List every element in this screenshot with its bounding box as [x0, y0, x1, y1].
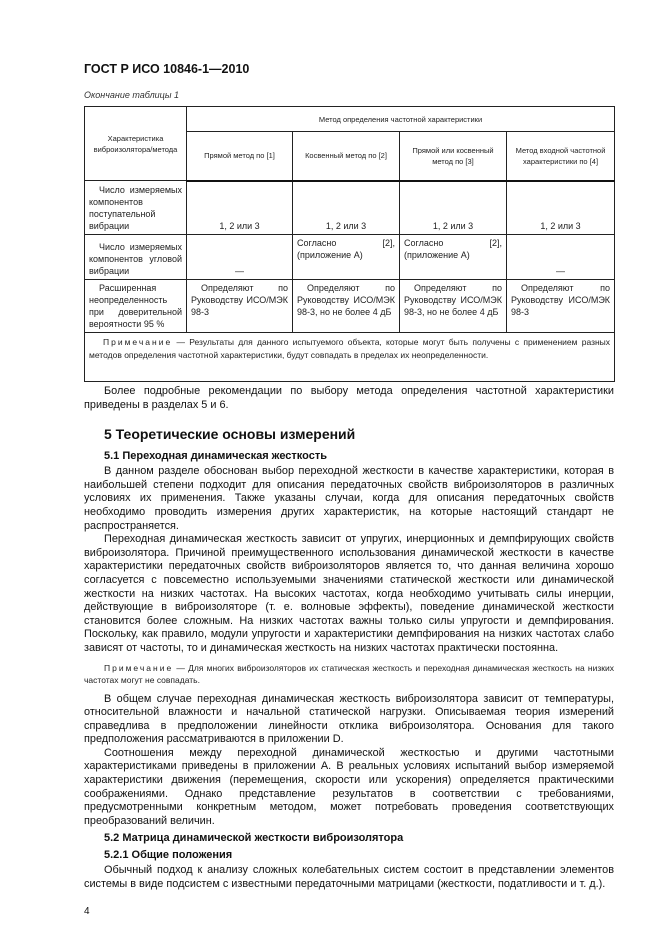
row-label: Число измеряемых компонентов угловой вибрации [85, 235, 187, 280]
table-cell: — [187, 235, 293, 280]
subsection-heading: 5.2 Матрица динамической жесткости виброизолятора [104, 832, 404, 845]
paragraph [84, 465, 614, 655]
paragraph [84, 385, 614, 412]
paragraph [84, 693, 614, 829]
table-note [85, 333, 615, 382]
paragraph-text: В данном разделе обоснован выбор переходной жесткости в качестве характеристики, которая в наибольшей степени подходит для описания передаточных свойств виброизоляторов в различных условиях их применения. Также указаны случаи, когда для описания передаточных свойств необходимо проводить измерения других характеристик, на которые настоящий стандарт не распространяется. [84, 465, 614, 532]
table-cell: — [507, 235, 615, 280]
note-label: Примечание [103, 337, 173, 347]
paragraph-text: В общем случае переходная динамическая жесткость виброизолятора зависит от температуры, относительной влажности и начальной статической нагрузки. Описываемая теория измерений справедлива в предположении линейности отклика виброизолятора. Основания для такого предположения рассматриваются в приложении D. [84, 692, 614, 746]
methods-table [84, 106, 615, 382]
paragraph-text: Обычный подход к анализу сложных колебательных систем состоит в представлении элементов системы в виде подсистем с известными передаточными матрицами (жесткости, податливости и т. д.). [84, 864, 614, 891]
note-text: — Для многих виброизоляторов их статическая жесткость и переходная динамическая жесткость на низких частотах могут не совпадать. [84, 662, 614, 685]
column-header: Косвенный метод по [2] [293, 132, 400, 181]
note-label: Примечание [104, 662, 174, 673]
subsection-heading: 5.2.1 Общие положения [104, 849, 233, 862]
paragraph [84, 864, 614, 891]
table-cell: Определяют по Руководству ИСО/МЭК 98-3 [507, 280, 615, 333]
paragraph-text: Соотношения между переходной динамической жесткостью и другими частотными характеристиками приведены в приложении А. В реальных условиях испытаний выбор измеряемой характеристики движения (перемещения, скорости или ускорения) определяется практическими соображениями. Однако представление результатов в соответствии с требованиями, предусмотренными конкретным методом, может потребовать проведения соответствующих преобразований величин. [84, 746, 614, 827]
table-caption: Окончание таблицы 1 [84, 90, 179, 100]
group-header: Метод определения частотной характеристики [187, 107, 615, 132]
note [84, 662, 614, 687]
paragraph-text: Более подробные рекомендации по выбору метода определения частотной характеристики приведены в разделах 5 и 6. [84, 385, 614, 411]
row-header: Характеристика виброизолятора/метода [85, 107, 187, 181]
table-cell: 1, 2 или 3 [293, 181, 400, 235]
table-cell: Определяют по Руководству ИСО/МЭК 98-3, но не более 4 дБ [400, 280, 507, 333]
table-cell: Согласно [2], (приложение А) [293, 235, 400, 280]
note-text: — Результаты для данного испытуемого объекта, которые могут быть получены с применением разных методов определения частотной характеристики, будут совпадать в пределах их неопределенности. [89, 337, 611, 360]
table-cell: Согласно [2], (приложение А) [400, 235, 507, 280]
table-cell: Определяют по Руководству ИСО/МЭК 98-3 [187, 280, 293, 333]
document-header: ГОСТ Р ИСО 10846-1—2010 [84, 62, 250, 76]
table-row [85, 235, 615, 280]
column-header: Прямой или косвенный метод по [3] [400, 132, 507, 181]
section-heading: 5 Теоретические основы измерений [104, 426, 356, 443]
page-number: 4 [84, 905, 90, 917]
subsection-heading: 5.1 Переходная динамическая жесткость [104, 450, 328, 463]
row-label: Число измеряемых компонентов поступательной вибрации [85, 181, 187, 235]
column-header: Прямой метод по [1] [187, 132, 293, 181]
table-cell: Определяют по Руководству ИСО/МЭК 98-3, но не более 4 дБ [293, 280, 400, 333]
table-cell: 1, 2 или 3 [507, 181, 615, 235]
column-header: Метод входной частотной характеристики по [4] [507, 132, 615, 181]
table-row [85, 181, 615, 235]
paragraph-text: Переходная динамическая жесткость зависит от упругих, инерционных и демпфирующих свойств виброизолятора. Причиной преимущественного использования динамической жесткости в качестве характеристики передаточных свойств виброизоляторов является то, что данная величина хорошо согласуется с повсеместно используемыми значениями статической жесткости или динамической жесткости на низких частотах. На высоких частотах, когда необходимо учитывать силы инерции, действующие в виброизоляторе (т. е. волновые эффекты), поведение динамической жесткости становится более сложным. На низких частотах важны только силы упругости и демпфирования. Поскольку, как правило, модули упругости и характеристики демпфирования на низких частотах слабо зависят от частоты, то и динамическая жесткость на низких частотах практически постоянна. [84, 533, 614, 654]
row-label: Расширенная неопределенность при доверительной вероятности 95 % [85, 280, 187, 333]
table-row [85, 280, 615, 333]
table-cell: 1, 2 или 3 [187, 181, 293, 235]
table-cell: 1, 2 или 3 [400, 181, 507, 235]
